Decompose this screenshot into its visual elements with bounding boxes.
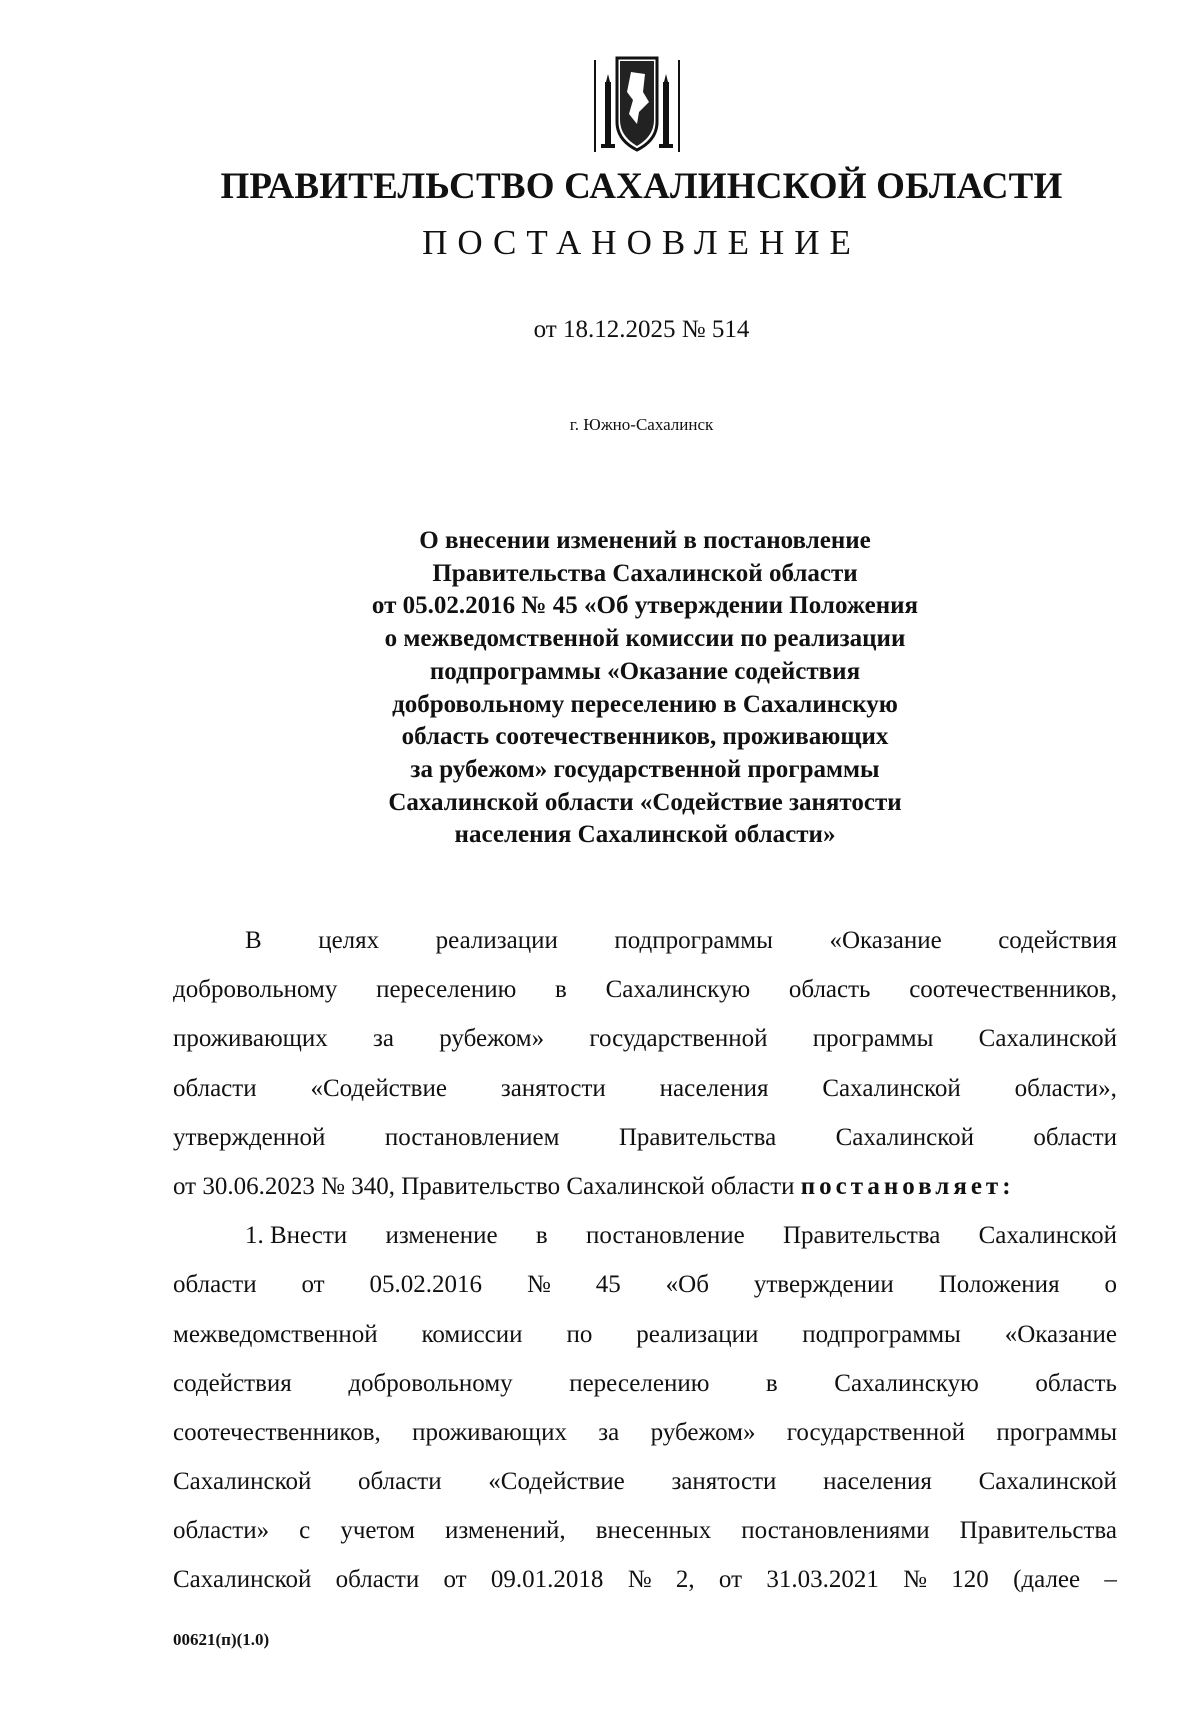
item1-line	[173, 1310, 1117, 1359]
word: области»,	[1014, 1074, 1117, 1102]
preamble-line	[173, 1064, 1117, 1113]
word: добровольному	[173, 976, 338, 1004]
word: в	[535, 1222, 548, 1250]
word: рубежом»	[439, 1025, 545, 1053]
word: проживающих	[412, 1418, 567, 1446]
document-city: г. Южно-Сахалинск	[569, 415, 714, 434]
preamble-text: от 30.06.2023 № 340, Правительство Сахалинской области	[173, 1172, 795, 1200]
word: проживающих	[173, 1025, 328, 1053]
preamble-line	[173, 965, 1117, 1014]
word: утвержденной	[173, 1123, 326, 1151]
word: соотечественников,	[909, 976, 1117, 1004]
subject-line: о межведомственной комиссии по реализации	[384, 625, 906, 653]
word: области	[358, 1468, 442, 1496]
word: «Содействие	[310, 1074, 447, 1102]
preamble-decree-line	[173, 1162, 1117, 1211]
word: подпрограммы	[614, 927, 773, 954]
word: области	[1033, 1123, 1117, 1151]
decree-colon: :	[1002, 1172, 1015, 1200]
word: В	[245, 927, 262, 954]
word: области»	[173, 1517, 270, 1545]
word: «Оказание	[829, 927, 942, 954]
word: Сахалинской	[978, 1222, 1117, 1250]
item1-line	[173, 1211, 1117, 1260]
subject-line: от 05.02.2016 № 45 «Об утверждении Положения	[371, 592, 919, 620]
word: №	[903, 1566, 927, 1594]
word: соотечественников,	[173, 1418, 381, 1446]
word: за	[598, 1418, 620, 1446]
word: переселению	[569, 1369, 710, 1397]
word: –	[1104, 1566, 1117, 1594]
word: переселению	[376, 976, 517, 1004]
subject-line: Правительства Сахалинской области	[432, 559, 858, 587]
word: области	[173, 1074, 257, 1102]
item1-line	[173, 1506, 1117, 1555]
word: по	[566, 1320, 593, 1348]
word: Сахалинской	[173, 1468, 312, 1496]
word: 05.02.2016	[369, 1271, 483, 1299]
word: содействия	[173, 1369, 292, 1397]
word: (далее	[1013, 1566, 1081, 1594]
form-code: 00621(п)(1.0)	[173, 1630, 270, 1649]
preamble-line	[173, 1113, 1117, 1162]
word: 09.01.2018	[490, 1566, 604, 1594]
subject-line: подпрограммы «Оказание содействия	[429, 657, 861, 685]
document-body	[173, 916, 1117, 1605]
word: Сахалинской	[173, 1566, 312, 1594]
word: межведомственной	[173, 1320, 378, 1348]
item1-line	[173, 1457, 1117, 1506]
word: в	[765, 1369, 778, 1397]
word: внесенных	[595, 1517, 712, 1545]
preamble-line	[173, 1014, 1117, 1063]
word: содействия	[998, 927, 1117, 954]
word: государственной	[589, 1025, 768, 1053]
word: подпрограммы	[802, 1320, 961, 1348]
word: занятости	[500, 1074, 606, 1102]
word: постановлениями	[741, 1517, 930, 1545]
word: Правительства	[783, 1222, 941, 1250]
word: 120	[951, 1566, 989, 1594]
word: населения	[659, 1074, 769, 1102]
word: Сахалинской	[978, 1468, 1117, 1496]
word: 1. Внести	[245, 1222, 348, 1250]
word: от	[718, 1566, 743, 1594]
word: «Оказание	[1004, 1320, 1117, 1348]
word: области	[173, 1271, 257, 1299]
item1-line	[173, 1555, 1117, 1604]
item1-line	[173, 1260, 1117, 1309]
word: рубежом»	[650, 1418, 756, 1446]
subject-line: за рубежом» государственной программы	[410, 755, 880, 783]
decree-word: постановляет	[800, 1172, 1003, 1200]
subject-line: Сахалинской области «Содействие занятости	[388, 788, 902, 816]
word: Сахалинскую	[834, 1369, 979, 1397]
word: №	[526, 1271, 551, 1299]
word: о	[1104, 1271, 1117, 1299]
subject-line: область соотечественников, проживающих	[401, 723, 889, 751]
word: комиссии	[421, 1320, 523, 1348]
word: область	[788, 976, 871, 1004]
word: Положения	[938, 1271, 1060, 1299]
item1-line	[173, 1408, 1117, 1457]
word: Сахалинской	[835, 1123, 974, 1151]
word: 2,	[675, 1566, 695, 1594]
sakhalin-coat-of-arms-icon	[587, 52, 687, 154]
item1-line	[173, 1359, 1117, 1408]
word: 31.03.2021	[766, 1566, 879, 1594]
word: «Содействие	[488, 1468, 625, 1496]
word: Сахалинскую	[605, 976, 751, 1004]
word: учетом	[340, 1517, 415, 1545]
subject-line: О внесении изменений в постановление	[419, 527, 871, 554]
document-subject	[290, 525, 1000, 852]
word: от	[443, 1566, 467, 1594]
word: утверждении	[753, 1271, 894, 1299]
preamble-line	[173, 916, 1117, 965]
word: реализации	[435, 927, 558, 954]
word: изменение	[385, 1222, 498, 1250]
word: занятости	[671, 1468, 777, 1496]
word: программы	[812, 1025, 934, 1053]
word: область	[1035, 1369, 1117, 1397]
word: целях	[318, 927, 380, 954]
organization-title: ПРАВИТЕЛЬСТВО САХАЛИНСКОЙ ОБЛАСТИ	[220, 166, 1063, 207]
word: 45	[595, 1271, 621, 1299]
word: населения	[823, 1468, 932, 1496]
word: области	[335, 1566, 420, 1594]
word: программы	[996, 1418, 1117, 1446]
word: Сахалинской	[822, 1074, 961, 1102]
word: Правительства	[618, 1123, 777, 1151]
word: государственной	[786, 1418, 965, 1446]
subject-line: добровольному переселению в Сахалинскую	[392, 690, 898, 718]
word: изменений,	[444, 1517, 566, 1545]
word: с	[299, 1517, 311, 1545]
document-date-number: от 18.12.2025 № 514	[533, 316, 750, 343]
word: за	[373, 1025, 395, 1053]
word: от	[301, 1271, 325, 1299]
document-type: ПОСТАНОВЛЕНИЕ	[422, 223, 861, 262]
word: Сахалинской	[978, 1025, 1117, 1053]
word: Правительства	[959, 1517, 1117, 1545]
word: добровольному	[348, 1369, 513, 1397]
word: в	[555, 976, 567, 1004]
word: «Об	[665, 1271, 709, 1299]
word: постановление	[586, 1222, 745, 1250]
word: №	[627, 1566, 652, 1594]
word: реализации	[636, 1320, 759, 1348]
word: постановлением	[384, 1123, 560, 1151]
subject-line: населения Сахалинской области»	[454, 821, 836, 849]
